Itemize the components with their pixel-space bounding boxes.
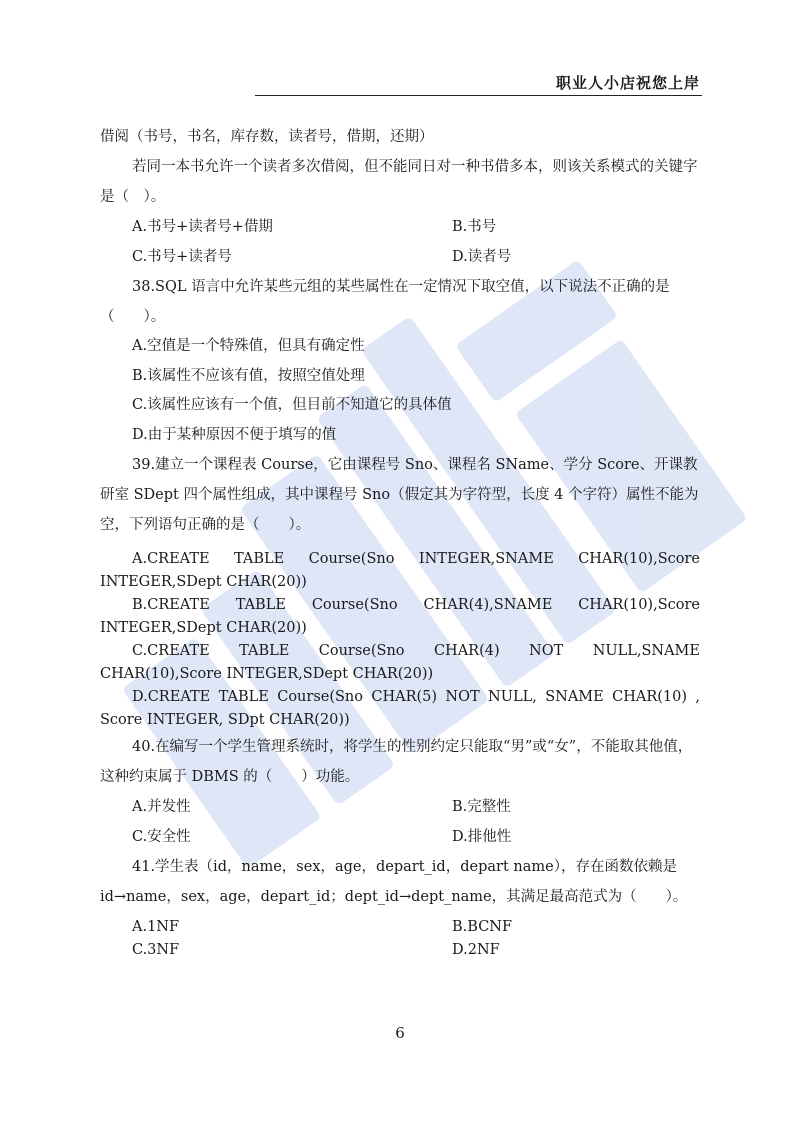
header-divider <box>255 95 702 96</box>
page-header-title: 职业人小店祝您上岸 <box>555 74 700 92</box>
q40-options-row-1 <box>100 792 700 822</box>
q38-option-d: D.由于某种原因不便于填写的值 <box>132 426 337 443</box>
q37-schema: 借阅（书号，书名，库存数，读者号，借期，还期） <box>100 129 434 145</box>
q39-stem: 39.建立一个课程表 Course，它由课程号 Sno、课程名 SName、学分 Score、开课教研室 SDept 四个属性组成，其中课程号 Sno（假定其为字符型，长度 4 个字符）属性不能为空，下列语句正确的是（ ）。 <box>100 457 699 533</box>
q41-option-c: C.3NF <box>132 942 180 958</box>
q37-options-row-1 <box>100 212 700 242</box>
q38-stem: 38.SQL 语言中允许某些元组的某些属性在一定情况下取空值，以下说法不正确的是（ ）。 <box>100 279 670 325</box>
q37-options-row-2 <box>100 242 700 272</box>
q37-option-c: C.书号+读者号 <box>132 249 232 265</box>
q38-option-a: A.空值是一个特殊值，但具有确定性 <box>132 338 365 354</box>
q40-option-a: A.并发性 <box>132 799 191 815</box>
q37-option-d: D.读者号 <box>452 249 512 265</box>
q39-option-c: C.CREATE TABLE Course(Sno CHAR(4) NOT NULL,SNAME CHAR(10),Score INTEGER,SDept CHAR(20)) <box>100 643 700 682</box>
q41-stem: 41.学生表（id，name，sex，age，depart_id，depart name），存在函数依赖是 id→name，sex，age，depart_id；dept_id→dept_name，其满足最高范式为（ ）。 <box>100 859 688 905</box>
q40-option-c: C.安全性 <box>132 829 191 845</box>
q41-option-d: D.2NF <box>452 942 500 958</box>
q37-stem: 若同一本书允许一个读者多次借阅，但不能同日对一种书借多本，则该关系模式的关键字是（ ）。 <box>100 159 698 205</box>
q37-option-a: A.书号+读者号+借期 <box>132 219 273 235</box>
q38-option-b: B.该属性不应该有值，按照空值处理 <box>132 367 365 384</box>
q40-stem: 40.在编写一个学生管理系统时，将学生的性别约定只能取“男”或“女”，不能取其他值，这种约束属于 DBMS 的（ ）功能。 <box>100 739 693 785</box>
q39-option-a: A.CREATE TABLE Course(Sno INTEGER,SNAME CHAR(10),Score INTEGER,SDept CHAR(20)) <box>100 551 700 590</box>
q41-option-b: B.BCNF <box>452 919 513 935</box>
q40-option-b: B.完整性 <box>452 799 511 815</box>
document-body <box>100 122 700 962</box>
q39-option-d: D.CREATE TABLE Course(Sno CHAR(5) NOT NULL, SNAME CHAR(10) , Score INTEGER, SDpt CHAR(20)) <box>100 689 700 728</box>
q38-option-c: C.该属性应该有一个值，但目前不知道它的具体值 <box>132 397 452 413</box>
q41-options-row-1 <box>100 916 700 939</box>
q40-option-d: D.排他性 <box>452 829 512 845</box>
q41-options-row-2 <box>100 939 700 962</box>
page-number: 6 <box>395 1024 405 1042</box>
q40-options-row-2 <box>100 822 700 852</box>
q39-option-b: B.CREATE TABLE Course(Sno CHAR(4),SNAME CHAR(10),Score INTEGER,SDept CHAR(20)) <box>100 597 700 636</box>
q41-option-a: A.1NF <box>132 919 180 935</box>
q37-option-b: B.书号 <box>452 219 497 235</box>
